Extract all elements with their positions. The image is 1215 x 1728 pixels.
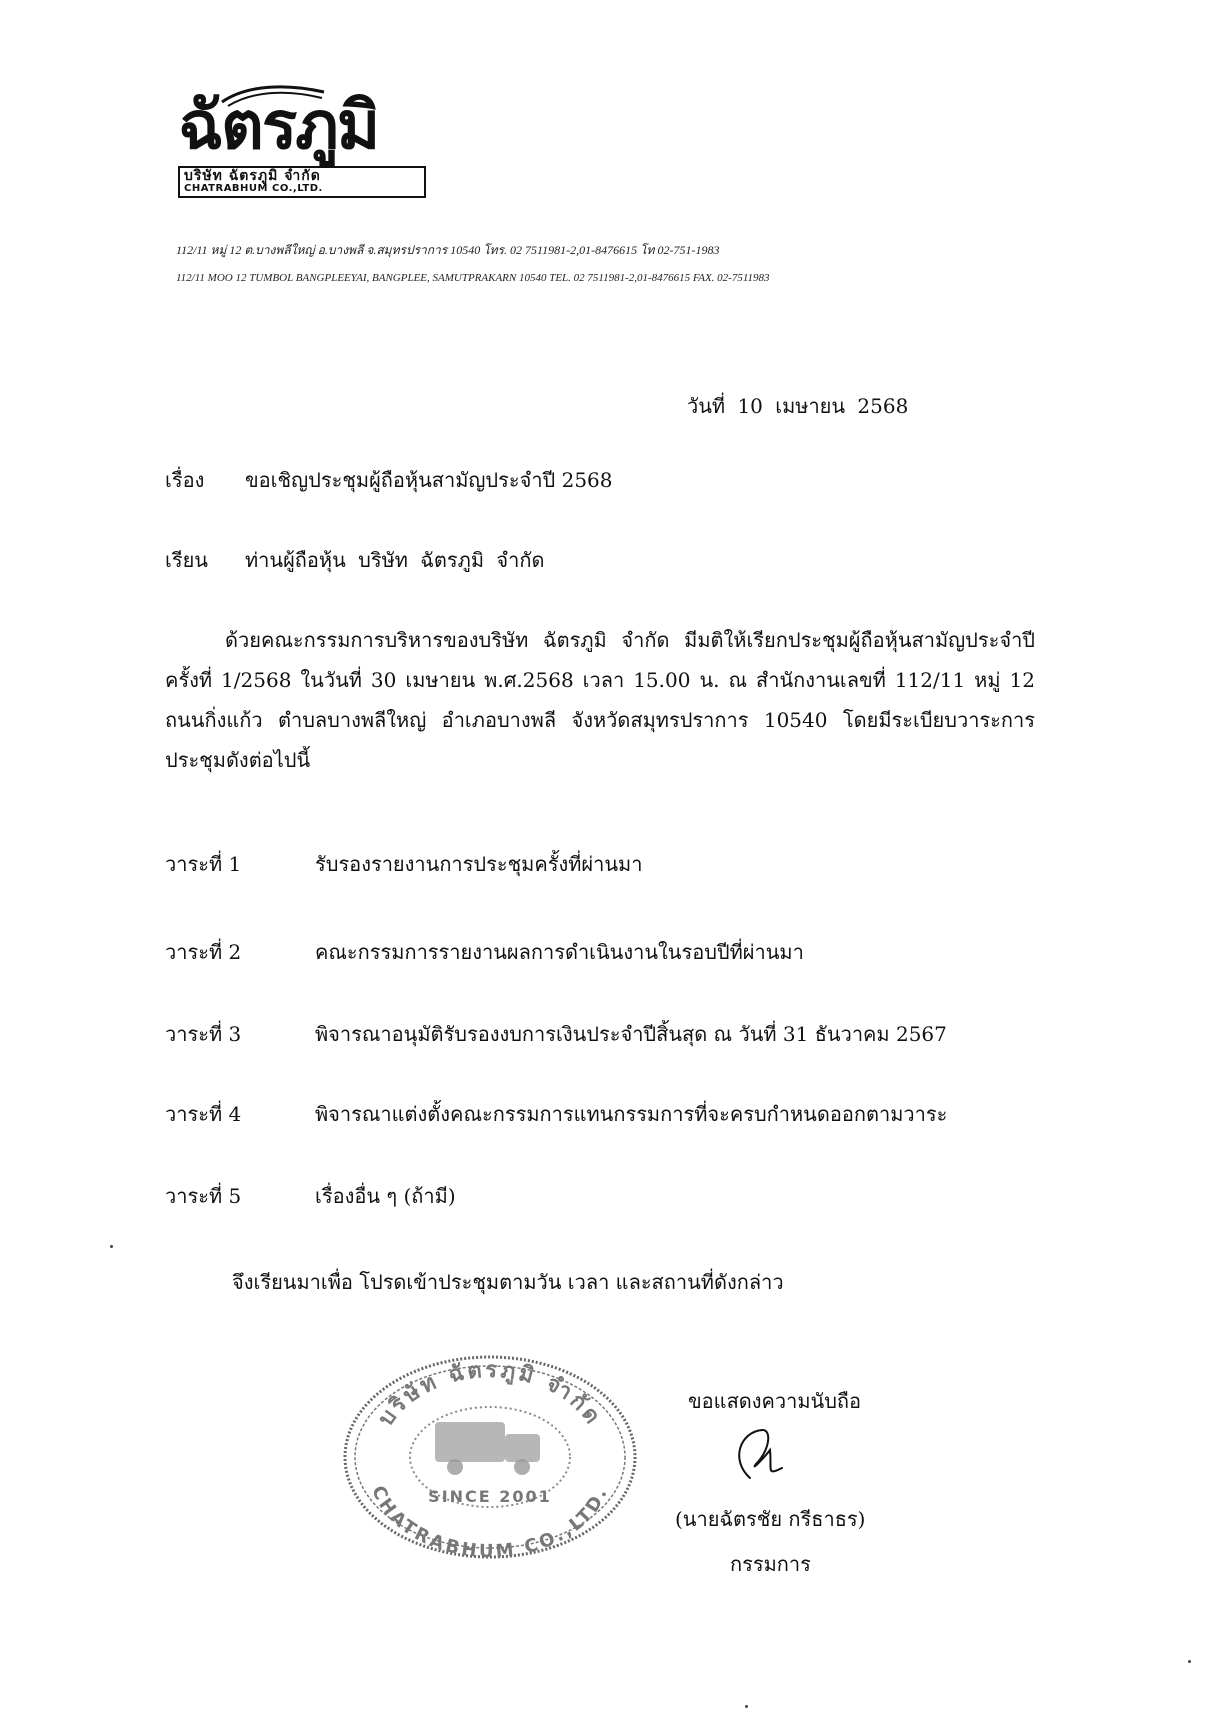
body-paragraph xyxy=(165,620,1035,780)
agenda-label-3: วาระที่ 3 xyxy=(165,1022,242,1046)
agenda-label-4: วาระที่ 4 xyxy=(165,1102,242,1126)
signatory-position: กรรมการ xyxy=(730,1552,811,1576)
logo-company-thai: บริษัท ฉัตรภูมิ จำกัด xyxy=(184,168,321,184)
letter-date: วันที่ 10 เมษายน 2568 xyxy=(687,394,909,418)
company-seal-stamp xyxy=(340,1352,640,1562)
logo-company-box xyxy=(178,166,426,198)
subject-label: เรื่อง xyxy=(165,468,205,492)
logo-wordmark: ฉัตรภูมิ xyxy=(178,86,379,164)
scan-speck xyxy=(110,1245,113,1248)
agenda-text-1: รับรองรายงานการประชุมครั้งที่ผ่านมา xyxy=(315,852,643,876)
scan-speck xyxy=(1188,1660,1191,1663)
stamp-center-text: SINCE 2001 xyxy=(428,1487,552,1506)
agenda-label-5: วาระที่ 5 xyxy=(165,1184,242,1208)
address-english: 112/11 MOO 12 TUMBOL BANGPLEEYAI, BANGPLEE, SAMUTPRAKARN 10540 TEL. 02 7511981-2,01-8476615 FAX. 02-7511983 xyxy=(176,272,770,284)
handwritten-signature xyxy=(720,1420,800,1490)
svg-text:บริษัท ฉัตรภูมิ จำกัด xyxy=(374,1358,607,1431)
recipient-text: ท่านผู้ถือหุ้น บริษัท ฉัตรภูมิ จำกัด xyxy=(245,548,545,572)
scan-speck xyxy=(745,1705,748,1708)
stamp-top-text: บริษัท ฉัตรภูมิ จำกัด xyxy=(373,1357,607,1431)
subject-text: ขอเชิญประชุมผู้ถือหุ้นสามัญประจำปี 2568 xyxy=(245,468,613,492)
address-thai: 112/11 หมู่ 12 ต.บางพลีใหญ่ อ.บางพลี จ.สมุทรปราการ 10540 โทร. 02 7511981-2,01-8476615 โท 02-751-1983 xyxy=(176,243,720,257)
signatory-name: (นายฉัตรชัย กรีธาธร) xyxy=(675,1507,866,1531)
agenda-text-3: พิจารณาอนุมัติรับรองงบการเงินประจำปีสิ้นสุด ณ วันที่ 31 ธันวาคม 2567 xyxy=(315,1022,947,1046)
agenda-text-5: เรื่องอื่น ๆ (ถ้ามี) xyxy=(315,1184,456,1208)
agenda-label-2: วาระที่ 2 xyxy=(165,940,242,964)
logo-swoosh-icon xyxy=(218,82,328,108)
agenda-text-4: พิจารณาแต่งตั้งคณะกรรมการแทนกรรมการที่จะครบกำหนดออกตามวาระ xyxy=(315,1102,948,1126)
regards-text: ขอแสดงความนับถือ xyxy=(688,1389,862,1413)
stamp-truck-icon xyxy=(435,1422,540,1475)
agenda-text-2: คณะกรรมการรายงานผลการดำเนินงานในรอบปีที่ผ่านมา xyxy=(315,940,804,964)
closing-line: จึงเรียนมาเพื่อ โปรดเข้าประชุมตามวัน เวลา และสถานที่ดังกล่าว xyxy=(232,1270,784,1294)
stamp-bottom-text: CHATRABHUM CO.,LTD. xyxy=(367,1482,613,1562)
body-text: ด้วยคณะกรรมการบริหารของบริษัท ฉัตรภูมิ จำกัด มีมติให้เรียกประชุมผู้ถือหุ้นสามัญประจำปี ครั้งที่ 1/2568 ในวันที่ 30 เมษายน พ.ศ.2568 เวลา 15.00 น. ณ สำนักงานเลขที่ 112/11 หมู่ 12 ถนนกิ่งแก้ว ตำบลบางพลีใหญ่ อำเภอบางพลี จังหวัดสมุทรปราการ 10540 โดยมีระเบียบวาระการประชุมดังต่อไปนี้ xyxy=(165,628,1035,772)
company-logo xyxy=(178,86,418,198)
agenda-label-1: วาระที่ 1 xyxy=(165,852,242,876)
logo-company-en: CHATRABHUM CO.,LTD. xyxy=(184,182,323,194)
recipient-label: เรียน xyxy=(165,548,208,572)
